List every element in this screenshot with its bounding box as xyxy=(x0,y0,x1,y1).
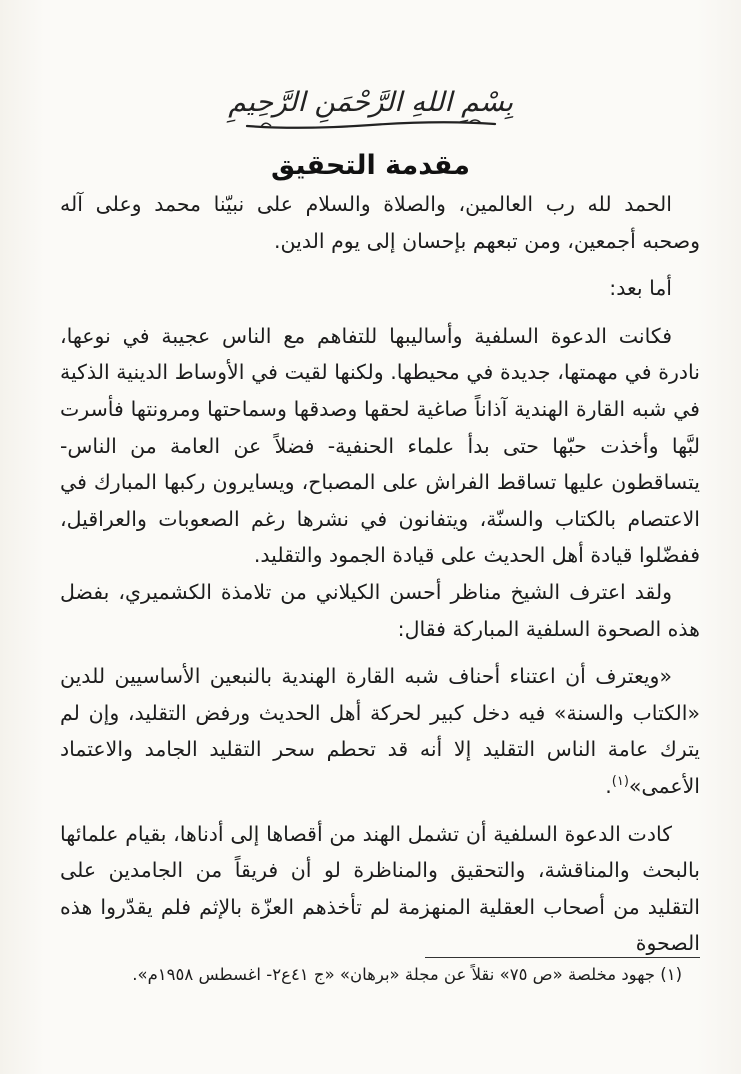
salafi-dawah-paragraph: فكانت الدعوة السلفية وأساليبها للتفاهم مع الناس عجيبة في نوعها، نادرة في مهمتها، جديدة في محيطها. ولكنها لقيت في الأوساط الدينية الذكية في شبه القارة الهندية آذاناً صاغية لحقها وصدقها وسماحتها ومرونتها فأسرت لبَّها وأخذت حبّها حتى بدأ علماء الحنفية- فضلاً عن العامة من الناس- يتساقطون عليها تساقط الفراش على المصباح، ويسايرون ركبها المبارك في الاعتصام بالكتاب والسنّة، ويتفانون في نشرها رغم الصعوبات والعراقيل، ففضّلوا قيادة أهل الحديث على قيادة الجمود والتقليد. xyxy=(60,323,700,568)
footnote-reference: (١) xyxy=(611,774,629,790)
kilani-paragraph: ولقد اعترف الشيخ مناظر أحسن الكيلاني من تلامذة الكشميري، بفضل هذه الصحوة السلفية المباركة فقال: xyxy=(60,579,700,641)
closing-paragraph: كادت الدعوة السلفية أن تشمل الهند من أقصاها إلى أدناها، بقيام علمائها بالبحث والمناقشة، والتحقيق والمناظرة لو أن فريقاً من الجامدين على التقليد من أصحاب العقلية المنهزمة لم تأخذهم العزّة بالإثم فلم يقدّروا هذه الصحوة xyxy=(60,821,700,956)
quote-end: . xyxy=(605,773,612,798)
quote-paragraph xyxy=(60,658,700,804)
basmala-calligraphy: بِسْمِ اللهِ الرَّحْمَنِ الرَّحِيمِ xyxy=(228,87,513,118)
amma-baad-paragraph: أما بعد: xyxy=(609,276,672,301)
section-title: مقدمة التحقيق xyxy=(271,150,470,181)
footnote-divider xyxy=(425,957,700,958)
main-text xyxy=(60,186,700,962)
opening-paragraph: الحمد لله رب العالمين، والصلاة والسلام على نبيّنا محمد وعلى آله وصحبه أجمعين، ومن تبعهم بإحسان إلى يوم الدين. xyxy=(60,192,700,253)
quote-text: «ويعترف أن اعتناء أحناف شبه القارة الهندية بالنبعين الأساسيين للدين «الكتاب والسنة» فيه دخل كبير لحركة أهل الحديث ورفض التقليد، وإن لم يترك عامة الناس التقليد إلا أنه قد تحطم سحر التقليد الجامد والاعتماد الأعمى» xyxy=(60,664,700,798)
footnote: (١) جهود مخلصة «ص ٧٥» نقلاً عن مجلة «برهان» «ج ٤١ع٢- اغسطس ١٩٥٨م». xyxy=(132,965,682,984)
page-header xyxy=(0,82,741,132)
